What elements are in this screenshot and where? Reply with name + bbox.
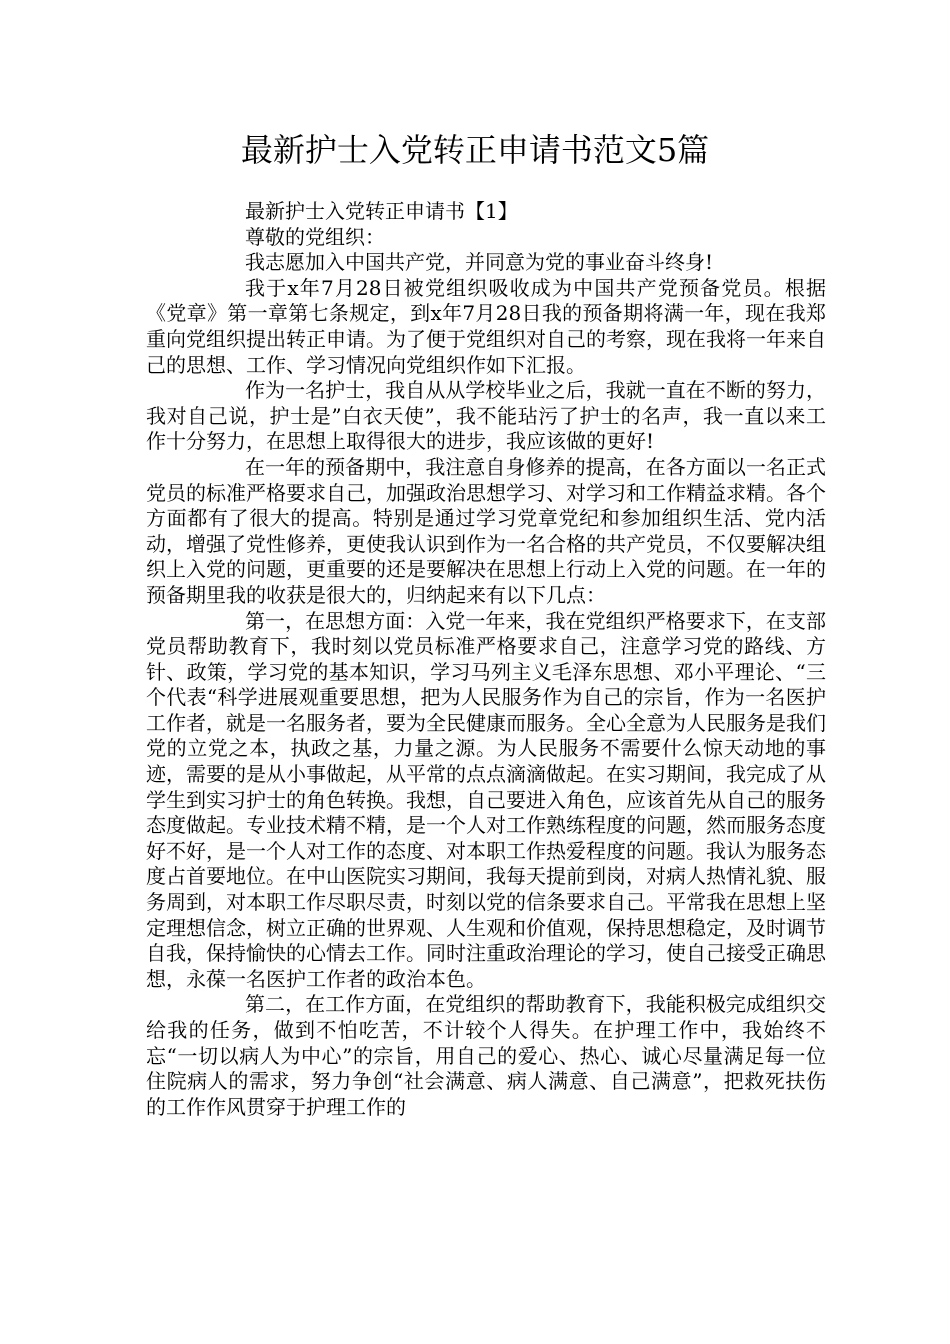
paragraph: 第一，在思想方面：入党一年来，我在党组织严格要求下，在支部党员帮助教育下，我时刻以党员标准严格要求自己，注意学习党的路线、方针、政策，学习党的基本知识，学习马列主义毛泽东思想、邓小平理论、“三个代表“科学进展观重要思想，把为人民服务作为自己的宗旨，作为一名医护工作者，就是一名服务者，要为全民健康而服务。全心全意为人民服务是我们党的立党之本，执政之基，力量之源。为人民服务不需要什么惊天动地的事迹，需要的是从小事做起，从平常的点点滴滴做起。在实习期间，我完成了从学生到实习护士的角色转换。我想，自己要进入角色，应该首先从自己的服务态度做起。专业技术精不精，是一个人对工作熟练程度的问题，然而服务态度好不好，是一个人对工作的态度、对本职工作热爱程度的问题。我认为服务态度占首要地位。在中山医院实习期间，我每天提前到岗，对病人热情礼貌、服务周到，对本职工作尽职尽责，时刻以党的信条要求自己。平常我在思想上坚定理想信念，树立正确的世界观、人生观和价值观，保持思想稳定，及时调节自我，保持愉快的心情去工作。同时注重政治理论的学习，使自己接受正确思想，永葆一名医护工作者的政治本色。	[146, 608, 826, 991]
document-body	[146, 199, 826, 1120]
paragraph: 在一年的预备期中，我注意自身修养的提高，在各方面以一名正式党员的标准严格要求自己，加强政治思想学习、对学习和工作精益求精。各个方面都有了很大的提高。特别是通过学习党章党纪和参加组织生活、党内活动，增强了党性修养，更使我认识到作为一名合格的共产党员，不仅要解决组织上入党的问题，更重要的还是要解决在思想上行动上入党的问题。在一年的预备期里我的收获是很大的，归纳起来有以下几点：	[146, 454, 826, 607]
paragraph: 第二，在工作方面，在党组织的帮助教育下，我能积极完成组织交给我的任务，做到不怕吃苦，不计较个人得失。在护理工作中，我始终不忘“一切以病人为中心”的宗旨，用自己的爱心、热心、诚心尽量满足每一位住院病人的需求，努力争创“社会满意、病人满意、自己满意”，把救死扶伤的工作作风贯穿于护理工作的	[146, 992, 826, 1119]
document-title: 最新护士入党转正申请书范文5篇	[240, 131, 710, 169]
section-heading: 最新护士入党转正申请书【1】	[245, 199, 518, 223]
paragraph: 作为一名护士，我自从从学校毕业之后，我就一直在不断的努力，我对自己说，护士是”白衣天使”，我不能玷污了护士的名声，我一直以来工作十分努力，在思想上取得很大的进步，我应该做的更好!	[146, 378, 826, 454]
paragraph: 我于x年7月28日被党组织吸收成为中国共产党预备党员。根据《党章》第一章第七条规定，到x年7月28日我的预备期将满一年，现在我郑重向党组织提出转正申请。为了便于党组织对自己的考察，现在我将一年来自己的思想、工作、学习情况向党组织作如下汇报。	[146, 275, 826, 377]
opening-line: 我志愿加入中国共产党，并同意为党的事业奋斗终身!	[245, 250, 714, 275]
salutation: 尊敬的党组织：	[245, 224, 385, 249]
